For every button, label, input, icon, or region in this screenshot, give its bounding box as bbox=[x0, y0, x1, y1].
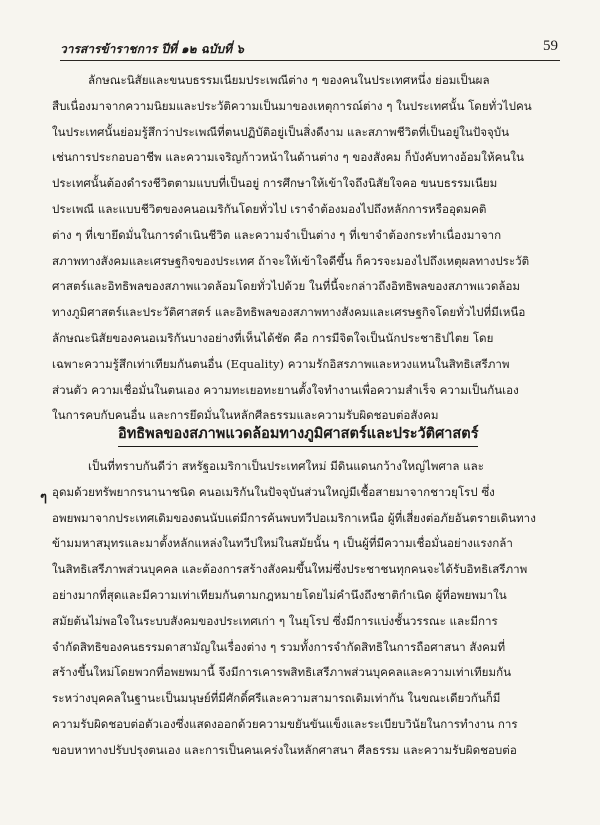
text-line: ต่าง ๆ ที่เขายึดมั่นในการดำเนินชีวิต และความจำเป็นต่าง ๆ ที่เขาจำต้องกระทำเนื่องมาจาก bbox=[52, 227, 502, 242]
text-line: ขอบหาทางปรับปรุงตนเอง และการเป็นคนเคร่งในหลักศาสนา ศีลธรรม และความรับผิดชอบต่อ bbox=[52, 742, 517, 757]
page-number: 59 bbox=[543, 38, 558, 54]
text-line: ระหว่างบุคคลในฐานะเป็นมนุษย์ที่มีศักดิ์ศรีและความสามารถเดิมเท่ากัน ในขณะเดียวกันก็มี bbox=[52, 691, 501, 706]
text-line: ลักษณะนิสัยและขนบธรรมเนียมประเพณีต่าง ๆ ของคนในประเทศหนึ่ง ย่อมเป็นผล bbox=[88, 73, 490, 87]
section-heading: อิทธิพลของสภาพแวดล้อมทางภูมิศาสตร์และประวัติศาสตร์ bbox=[118, 422, 478, 447]
text-line: ในสิทธิเสรีภาพส่วนบุคคล และต้องการสร้างสังคมขึ้นใหม่ซึ่งประชาชนทุกคนจะได้รับอิทธิเสรีภาพ bbox=[52, 562, 528, 577]
text-line: ลักษณะนิสัยของคนอเมริกันบางอย่างที่เห็นได้ชัด คือ การมีจิตใจเป็นนักประชาธิปไตย โดย bbox=[52, 330, 494, 345]
text-line: จำกัดสิทธิของคนธรรมดาสามัญในเรื่องต่าง ๆ รวมทั้งการจำกัดสิทธิในการถือศาสนา สังคมที่ bbox=[52, 639, 506, 654]
text-line: ในการคบกับคนอื่น และการยึดมั่นในหลักศีลธรรมและความรับผิดชอบต่อสังคม bbox=[52, 408, 439, 423]
text-line: ความรับผิดชอบต่อตัวเองซึ่งแสดงออกด้วยความขยันขันแข็งและระเบียบวินัยในการทำงาน การ bbox=[52, 716, 518, 731]
text-line: เช่นการประกอบอาชีพ และความเจริญก้าวหน้าในด้านต่าง ๆ ของสังคม ก็บังคับทางอ้อมให้คนใน bbox=[52, 150, 524, 165]
text-line: สมัยต้นไม่พอใจในระบบสังคมของประเทศเก่า ๆ ในยุโรป ซึ่งมีการแบ่งชั้นวรรณะ และมีการ bbox=[52, 613, 498, 628]
text-line: ทางภูมิศาสตร์และประวัติศาสตร์ และอิทธิพลของสภาพทางสังคมและเศรษฐกิจโดยทั่วไปที่มีเหนือ bbox=[52, 305, 526, 320]
text-line: ประเพณี และแบบชีวิตของคนอเมริกันโดยทั่วไป เราจำต้องมองไปถึงหลักการหรืออุดมคติ bbox=[52, 201, 487, 216]
paragraph-geography bbox=[52, 454, 562, 764]
text-line: อพยพมาจากประเทศเดิมของตนนับแต่มีการค้นพบทวีปอเมริกาเหนือ ผู้ที่เสี่ยงต่อภัยอันตรายเดินทาง bbox=[52, 510, 536, 525]
text-line: อย่างมากที่สุดและมีความเท่าเทียมกันตามกฎหมายโดยไม่คำนึงถึงชาติกำเนิด ผู้ที่อพยพมาใน bbox=[52, 587, 507, 602]
text-line: สภาพทางสังคมและเศรษฐกิจของประเทศ ถ้าจะให้เข้าใจดีขึ้น ก็ควรจะมองไปถึงเหตุผลทางประวัติ bbox=[52, 253, 530, 268]
text-line: เป็นที่ทราบกันดีว่า สหรัฐอเมริกาเป็นประเทศใหม่ มีดินแดนกว้างใหญ่ไพศาล และ bbox=[88, 459, 484, 473]
text-line: สืบเนื่องมาจากความนิยมและประวัติความเป็นมาของเหตุการณ์ต่าง ๆ ในประเทศนั้น โดยทั่วไปคน bbox=[52, 98, 532, 113]
journal-title: วารสารข้าราชการ ปีที่ ๑๒ ฉบับที่ ๖ bbox=[60, 42, 244, 56]
text-line: อุดมด้วยทรัพยากรนานาชนิด คนอเมริกันในปัจจุบันส่วนใหญ่มีเชื้อสายมาจากชาวยุโรป ซึ่ง bbox=[52, 484, 495, 499]
text-line: สร้างขึ้นใหม่โดยพวกที่อพยพมานี้ จึงมีการเคารพสิทธิเสรีภาพส่วนบุคคลและความเท่าเทียมกัน bbox=[52, 665, 512, 680]
text-line: เฉพาะความรู้สึกเท่าเทียมกันตนอื่น (Equality) ความรักอิสรภาพและหวงแหนในสิทธิเสรีภาพ bbox=[52, 356, 510, 371]
margin-mark: ๆ bbox=[40, 490, 47, 505]
text-line: ศาสตร์และอิทธิพลของสภาพแวดล้อมโดยทั่วไปด้วย ในที่นี้จะกล่าวถึงอิทธิพลของสภาพแวดล้อม bbox=[52, 279, 521, 294]
page-header bbox=[60, 38, 560, 61]
text-line: ข้ามมหาสมุทรและมาตั้งหลักแหล่งในทวีปใหม่ในสมัยนั้น ๆ เป็นผู้ที่มีความเชื่อมั่นอย่างแรงกล้า bbox=[52, 536, 513, 551]
text-line: ส่วนตัว ความเชื่อมั่นในตนเอง ความทะเยอทะยานตั้งใจทำงานเพื่อความสำเร็จ ความเป็นกันเอง bbox=[52, 382, 519, 397]
text-line: ประเทศนั้นต้องดำรงชีวิตตามแบบที่เป็นอยู่ การศึกษาให้เข้าใจถึงนิสัยใจคอ ขนบธรรมเนียม bbox=[52, 176, 498, 191]
paragraph-intro bbox=[52, 68, 562, 429]
text-line: ในประเทศนั้นย่อมรู้สึกว่าประเพณีที่ตนปฏิบัติอยู่เป็นสิ่งดีงาม และสภาพชีวิตที่เป็นอยู่ในปัจจุบัน bbox=[52, 124, 510, 139]
